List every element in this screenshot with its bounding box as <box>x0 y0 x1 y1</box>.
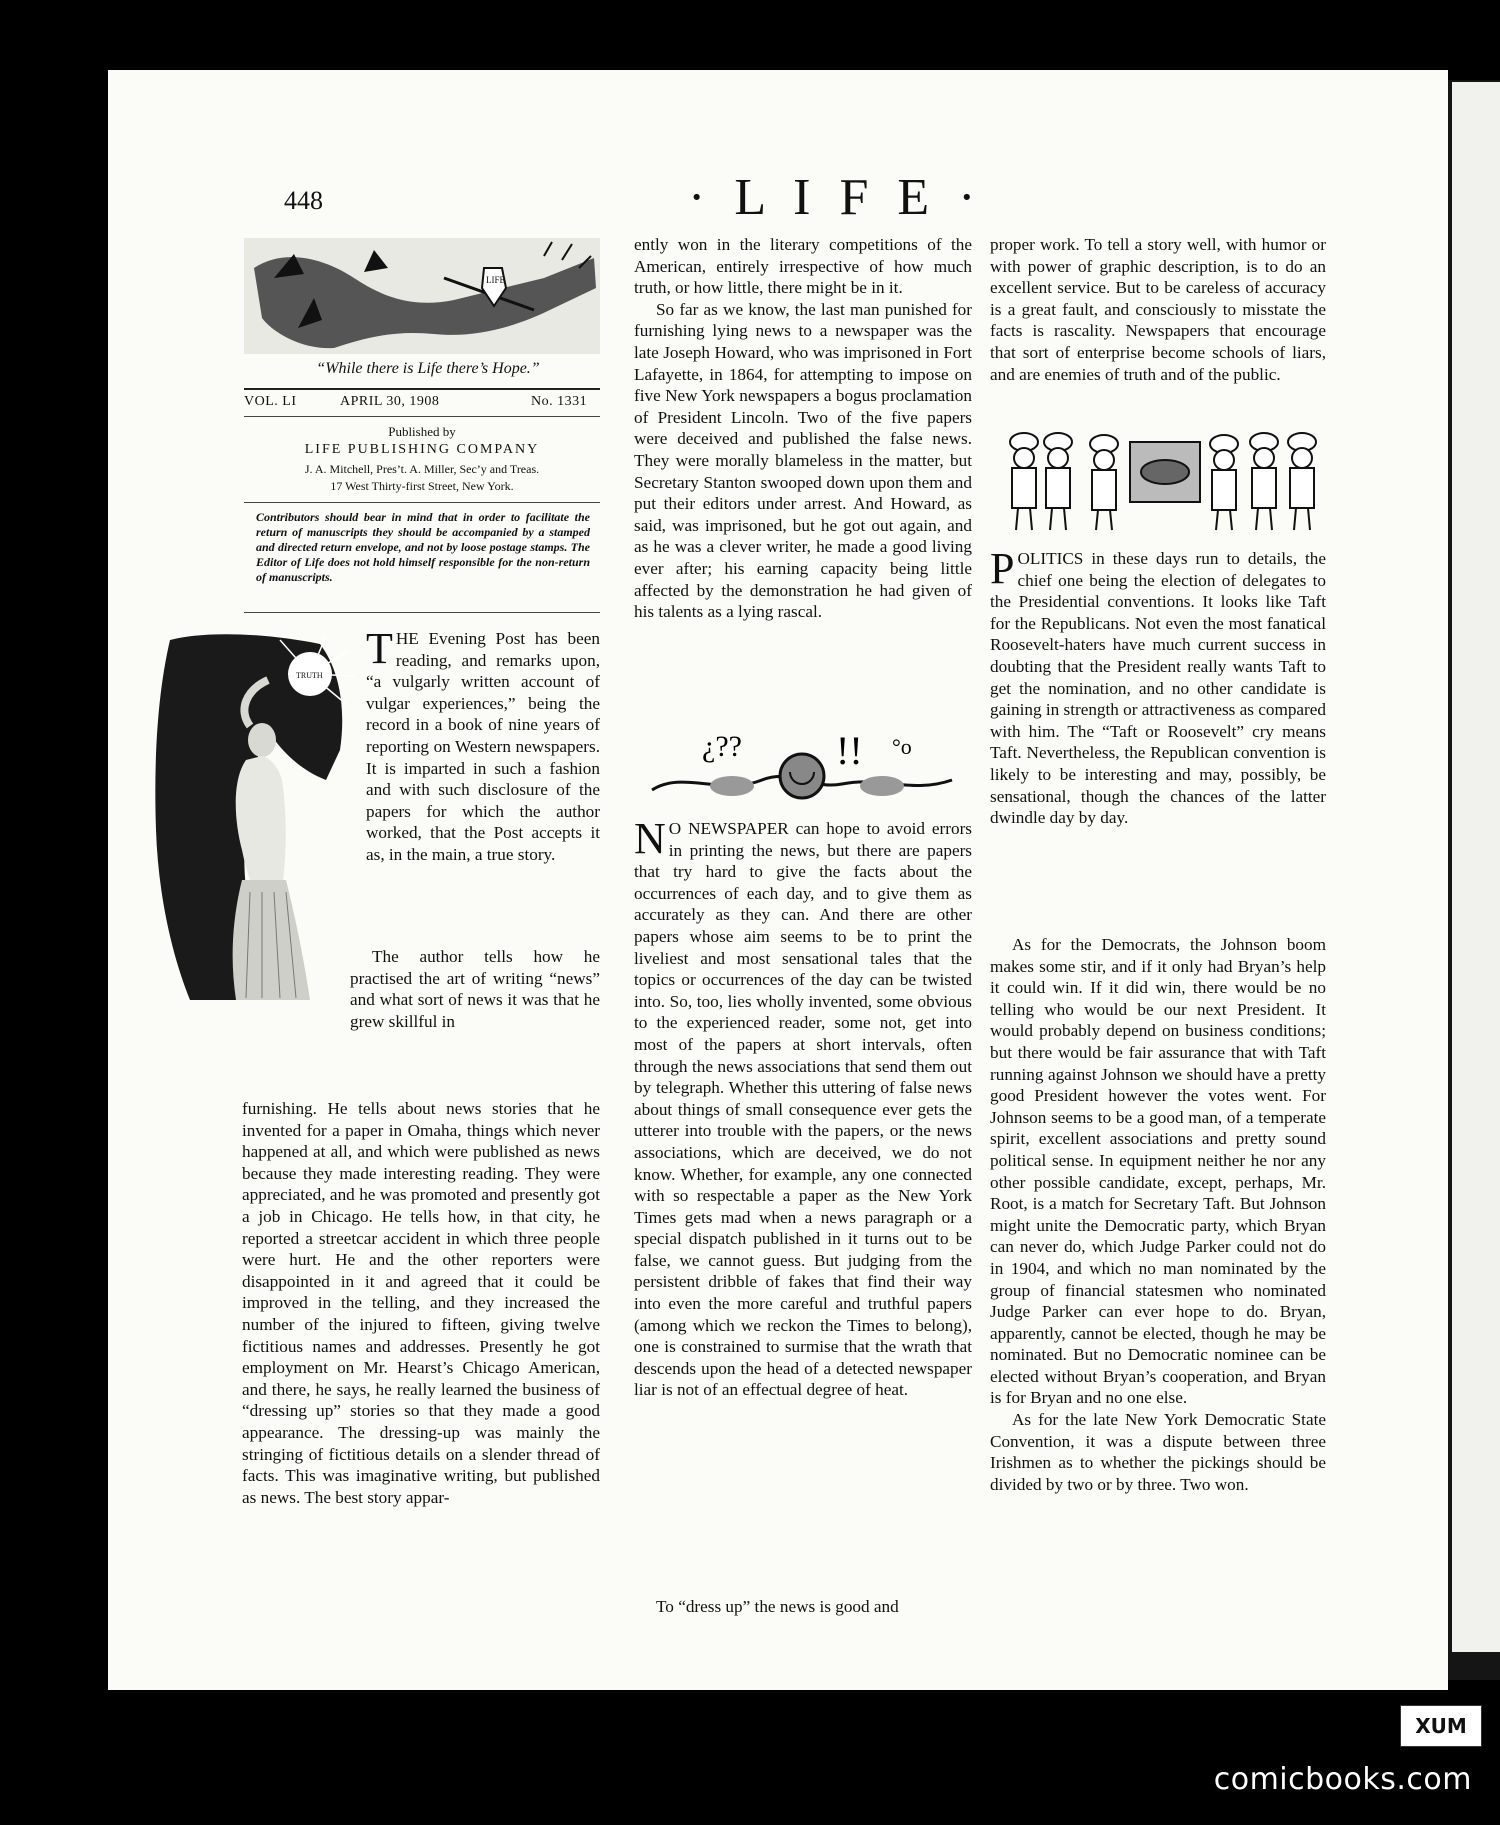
svg-text:TRUTH: TRUTH <box>296 671 323 680</box>
article-evening-post-intro <box>366 624 600 866</box>
motto: “While there is Life there’s Hope.” <box>316 360 540 377</box>
question-exclamation-illustration <box>642 720 964 806</box>
article-politics <box>990 544 1327 829</box>
publisher-address: 17 West Thirty-first Street, New York. <box>330 479 514 493</box>
svg-text:°o: °o <box>892 734 912 759</box>
article-evening-post-p2-start: The author tells how he practised the art of writing “news” and what sort of news it was that he grew skillful in <box>350 947 600 1031</box>
dropcap-p: P <box>990 544 1015 593</box>
column-3-top: proper work. To tell a story well, with humor or with power of graphic description, is to do an excellent service. But to be careless of accuracy is a great fault, and consciously to misstate the facts is rascality. Newspapers that encourage that sort of enterprise become schools of liars, and are enemies of truth and of the public. <box>990 235 1326 384</box>
article-evening-post-p2-cont: furnishing. He tells about news stories that he invented for a paper in Omaha, things which never happened at all, and which were published as news because they made interesting reading. They were appreciated, and he was promoted and presently got a job in Chicago. He tells how, in that city, he reported a streetcar accident in which three people were hurt. He and the other reporters were disappointed in it and agreed that it could be improved in the telling, and they increased the number of the injured to fifteen, giving twelve fictitious names and addresses. Presently he got employment on Mr. Hearst’s Chicago American, and there, he says, he really learned the business of “dressing up” stories so that they made a good appearance. The dressing-up was mainly the stringing of fictitious details on a slender thread of facts. This was imaginative writing, but published as news. The best story appar- <box>242 1099 600 1507</box>
publisher-name: LIFE PUBLISHING COMPANY <box>304 442 540 457</box>
svg-text:LIFE: LIFE <box>486 275 505 285</box>
xum-badge: XUM <box>1400 1705 1482 1747</box>
cooks-illustration <box>1000 422 1326 534</box>
volume-label: VOL. LI <box>244 394 297 409</box>
magazine-page <box>108 70 1448 1690</box>
column-2-top <box>634 234 972 623</box>
politics-continued <box>990 934 1326 1495</box>
contributors-note: Contributors should bear in mind that in order to facilitate the return of manuscripts they should be accompanied by a stamped and directed return envelope, and not by loose postage stamps. The Editor of Life does not hold himself responsible for the non-return of manuscripts. <box>256 510 590 584</box>
svg-text:!!: !! <box>836 728 863 773</box>
politics-p3: As for the late New York Democratic State Convention, it was a dispute between three Irishmen as to whether the pickings should be divided by two or by three. Two won. <box>990 1410 1326 1494</box>
no-newspaper-p1: O NEWSPAPER can hope to avoid errors in printing the news, but there are papers that try hard to give the facts about the occurrences of each day, and to give them as accurately as they can. And there are other papers whose aim seems to be to print the liveliest and most sensational tales that the topics or occurrences of the day can be twisted into. So, too, lies wholly invented, some obvious to the experienced reader, some not, get into most of the papers at short intervals, often through the news associations that send them out by telegraph. Whether this uttering of false news about things of small consequence ever gets the utterer into trouble with the papers, or the news associations, which are deceived, we do not know. Whether, for example, any one connected with so respectable a paper as the New York Times gets mad when a news paragraph or a special dispatch published in it turns out to be false, we cannot guess. But judging from the persistent dribble of fakes that find their way into even the more careful and truthful papers (among which we reckon the Times to belong), one is constrained to surmise that the wrath that descends upon the head of a detected newspaper liar is not of an effectual degree of heat. <box>634 819 972 1400</box>
no-newspaper-p2: To “dress up” the news is good and <box>656 1597 899 1616</box>
article-no-newspaper <box>634 814 972 1401</box>
masthead-illustration <box>244 238 600 354</box>
dropcap-n: N <box>634 814 666 863</box>
issue-number: No. 1331 <box>531 394 588 409</box>
watermark: comicbooks.com <box>1213 1762 1472 1797</box>
politics-p2: As for the Democrats, the Johnson boom makes some stir, and if it only had Bryan’s help it could win. If it did win, there would be no telling who would be our next President. It would probably depend on business conditions; but there would be fair assurance that with Taft running against Johnson we should have a pretty good President however the votes went. For Johnson seems to be a good man, of a temperate spirit, excellent associations and pretty sound political sense. In equipment neither he nor any other possible candidate, except, perhaps, Mr. Root, is a match for Secretary Taft. But Johnson might unite the Democratic party, which Bryan can never do, which Judge Parker could not do in 1904, and which no man nominated by the group of financial statesmen who nominated Judge Parker can ever hope to do. Bryan, apparently, cannot be elected, though he may be nominated. But no Democratic nominee can be elected without Bryan’s cooperation, and Bryan is for Bryan and no one else. <box>990 935 1326 1408</box>
masthead-title: · L I F E · <box>688 169 984 226</box>
dropcap-t: T <box>366 624 393 673</box>
newspaper-lies-p2: So far as we know, the last man punished for furnishing lying news to a newspaper was the late Joseph Howard, who was imprisoned in Fort Lafayette, in 1864, for attempting to impose on five New York newspapers a bogus proclamation of President Lincoln. Two of the five papers were deceived and published the false news. They were morally blameless in the matter, but Secretary Stanton swooped down upon them and put their editors under arrest. And Howard, as said, was imprisoned, but he got out again, and as he was a clever writer, he made a good living ever after; his earning capacity being little affected by the demonstration he had given of his talents as a lying rascal. <box>634 299 972 622</box>
published-by: Published by <box>388 424 456 439</box>
newspaper-lies-p1: ently won in the literary competitions of the American, entirely irrespective of how much truth, or how little, there might be in it. <box>634 235 972 298</box>
politics-p1: OLITICS in these days run to details, the chief one being the election of delegates to the Presidential conventions. It looks like Taft for the Republicans. Not even the most fanatical Roosevelt-haters have much current success in doubting that the President really wants Taft to get the nomination, and no other candidate is gaining in strength or attractiveness as compared with him. The “Taft or Roosevelt” cry means Taft. Nevertheless, the Republican convention is likely to be interesting and may, possibly, be sensational, though the chances of the latter dwindle day by day. <box>990 549 1327 828</box>
adjacent-page-edge <box>1452 82 1500 1652</box>
page-number: 448 <box>284 186 323 215</box>
publisher-officers: J. A. Mitchell, Pres’t. A. Miller, Sec’y and Treas. <box>304 462 540 476</box>
issue-date: APRIL 30, 1908 <box>340 394 440 409</box>
torch-woman-illustration <box>150 630 360 1004</box>
article-evening-post-p1: HE Evening Post has been reading, and remarks upon, “a vulgarly written account of vulgar experiences,” being the record in a book of nine years of reporting on Western newspapers. It is imparted in such a fashion and with such disclosure of the papers for which the author worked, that the Post accepts it as, in the main, a true story. <box>366 629 600 864</box>
svg-text:¿??: ¿?? <box>702 730 742 763</box>
